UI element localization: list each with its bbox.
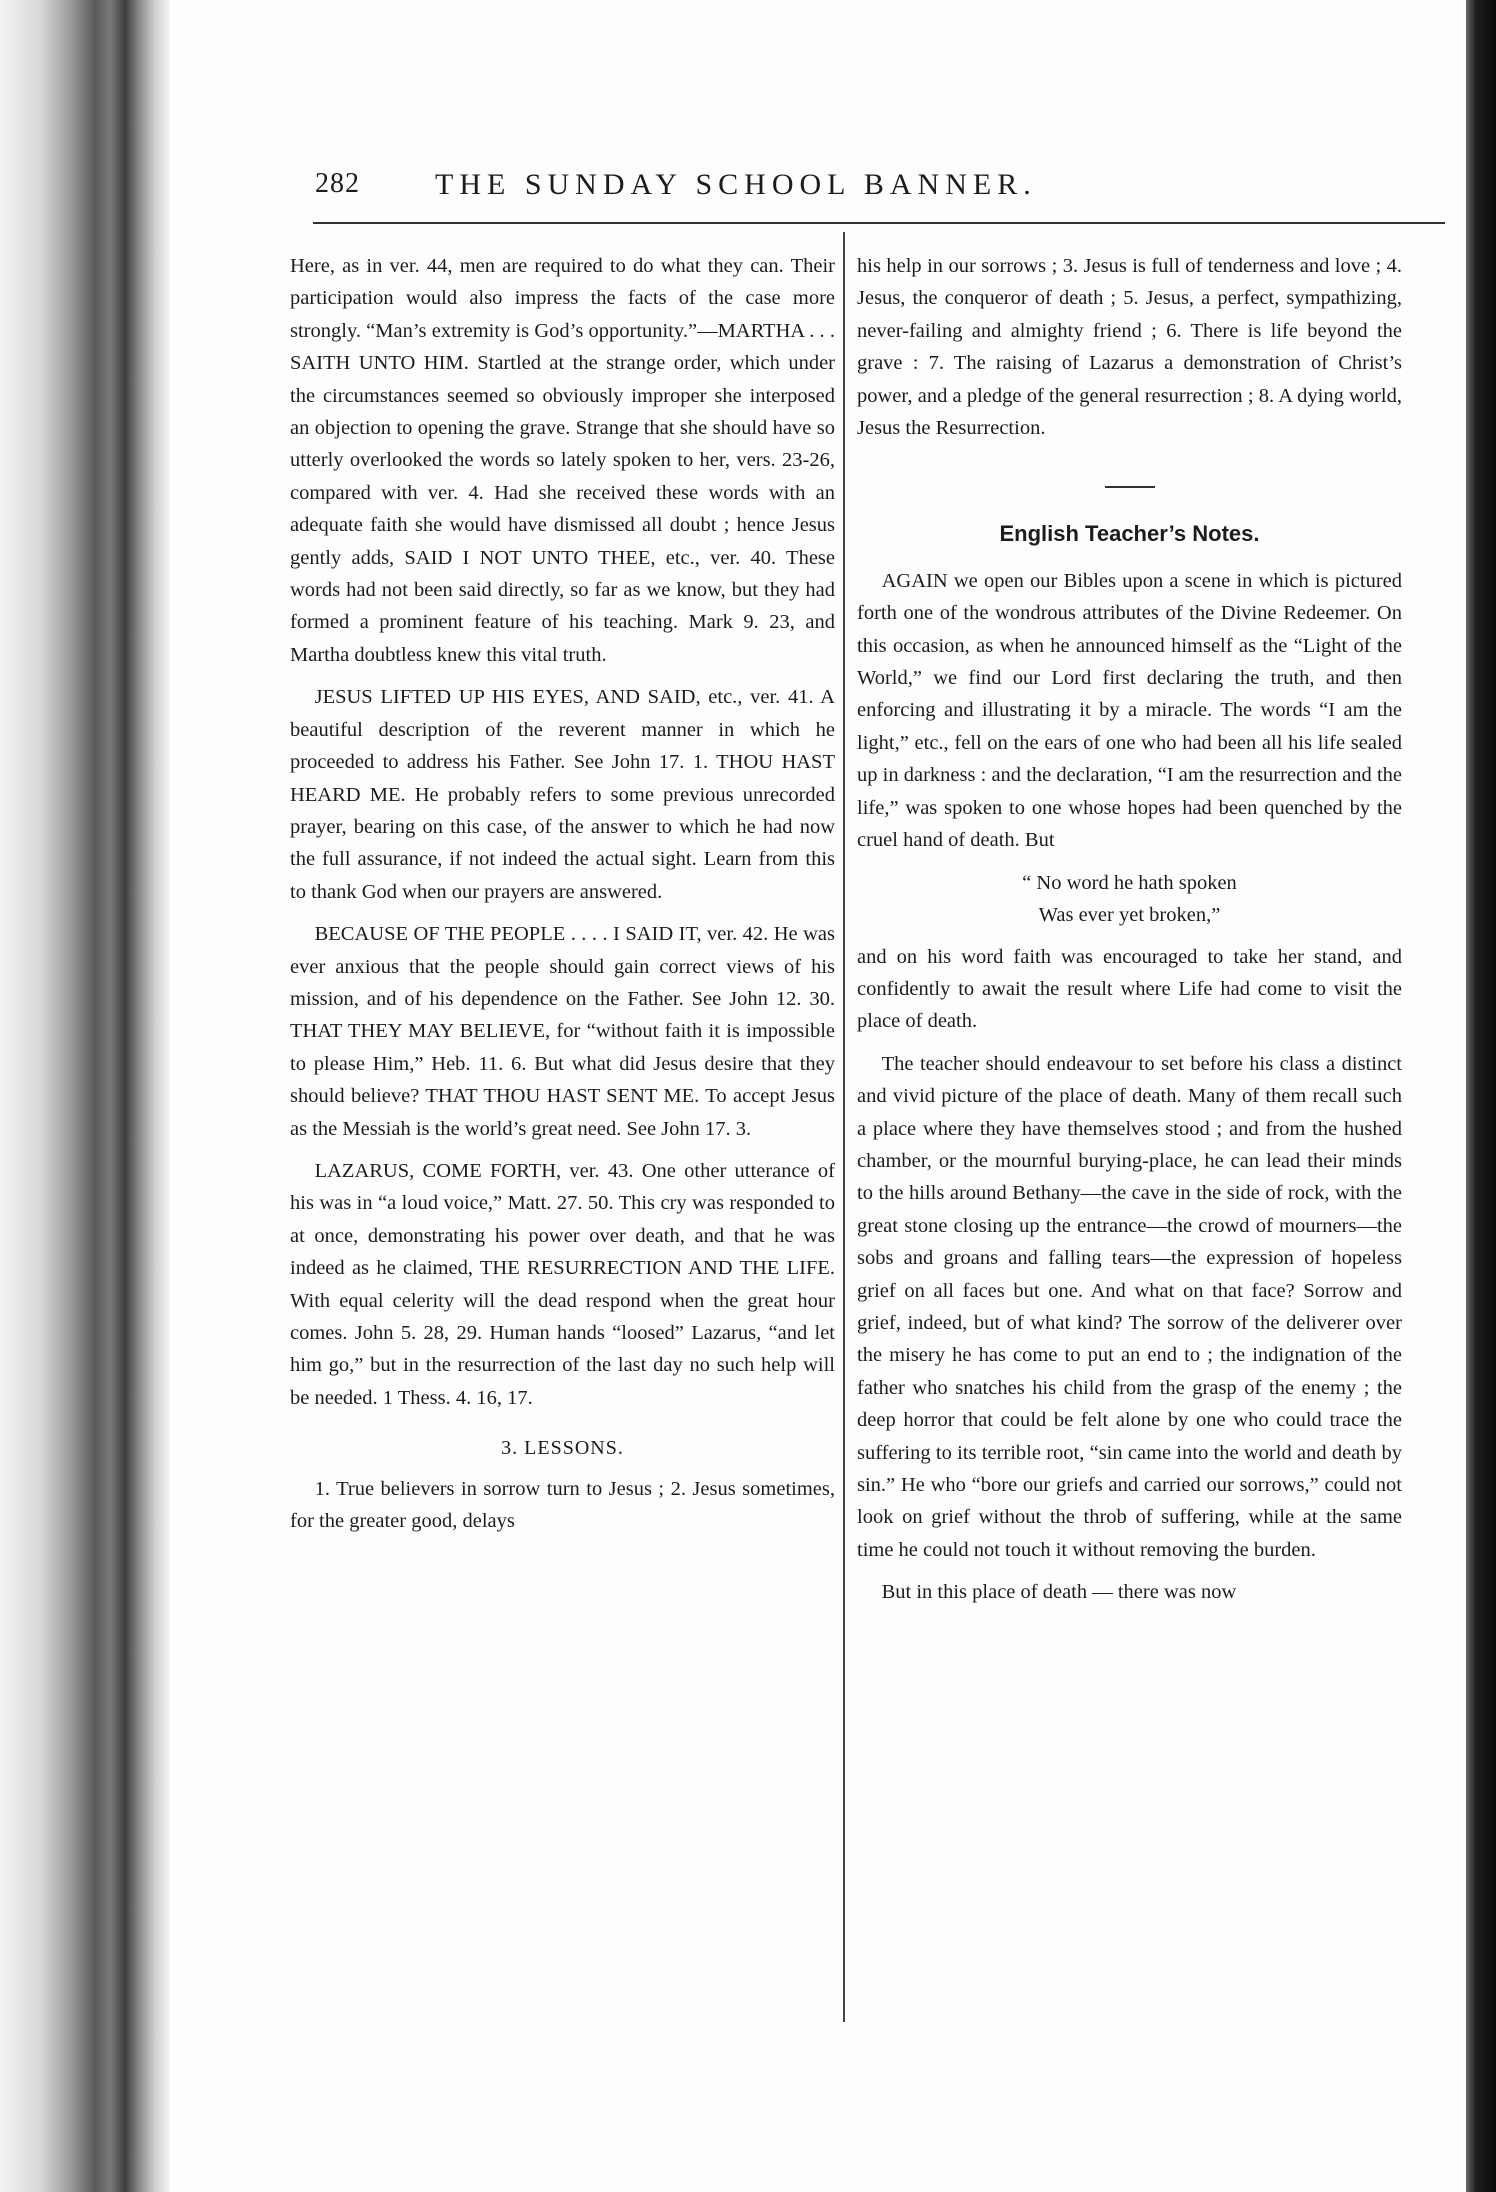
left-paragraph-4: LAZARUS, COME FORTH, ver. 43. One other utterance of his was in “a loud voice,” Matt. 27. 50. This cry was responded to at once, demonstrating his power over death, and that he was indeed as he claimed, THE RESURRECTION AND THE LIFE. With equal celerity will the dead respond when the great hour comes. John 5. 28, 29. Human hands “loosed” Lazarus, “and let him go,” but in the resurrection of the last day no such help will be needed. 1 Thess. 4. 16, 17.: [290, 1159, 835, 1409]
right-column: [857, 250, 1402, 1619]
right-paragraph-3: The teacher should endeavour to set before his class a distinct and vivid picture of the place of death. Many of them recall such a place where they have themselves stood ; and from the hushed chamber, or the mournful burying-place, he can lead their minds to the hills around Bethany—the cave in the side of rock, with the great stone closing up the entrance—the crowd of mourners—the sobs and groans and falling tears—the expression of hopeless grief on all faces but one. And what on that face? Sorrow and grief, indeed, but of what kind? The sorrow of the deliverer over the misery he has come to put an end to ; the indignation of the father who snatches his child from the grasp of the enemy ; the deep horror that could be felt alone by one who could trace the suffering to its terrible root, “sin came into the world and death by sin.” He who “bore our griefs and carried our sorrows,” could not look on grief without the throb of suffering, while at the same time he could not touch it without removing the burden.: [857, 1052, 1402, 1561]
poem-line-2: Was ever yet broken,”: [1038, 903, 1221, 926]
right-paragraph-4: But in this place of death — there was now: [881, 1581, 1237, 1604]
book-page: [175, 0, 1460, 2192]
column-divider: [843, 232, 845, 2022]
book-binding-edge: [0, 0, 170, 2192]
running-title: THE SUNDAY SCHOOL BANNER.: [435, 168, 1037, 201]
notes-heading: English Teacher’s Notes.: [999, 521, 1260, 547]
lessons-heading: 3. LESSONS.: [501, 1437, 624, 1460]
page-header: [315, 168, 1425, 208]
right-paragraph-1: AGAIN we open our Bibles upon a scene in which is pictured forth one of the wondrous attributes of the Divine Redeemer. On this occasion, as when he announced himself as the “Light of the World,” we find our Lord first declaring the truth, and then enforcing and illustrating it by a miracle. The words “I am the light,” etc., fell on the ears of one who had been all his life sealed up in darkness : and the declaration, “I am the resurrection and the life,” was spoken to one whose hopes had been quenched by the cruel hand of death. But: [857, 569, 1402, 852]
poem-quote: [857, 867, 1402, 931]
left-column: [290, 250, 835, 1547]
left-paragraph-1: Here, as in ver. 44, men are required to do what they can. Their participation would also impress the facts of the case more strongly. “Man’s extremity is God’s opportunity.”—MARTHA . . . SAITH UNTO HIM. Startled at the strange order, which under the circumstances seemed so obviously improper she interposed an objection to opening the grave. Strange that she should have so utterly overlooked the words so lately spoken to her, vers. 23-26, compared with ver. 4. Had she received these words with an adequate faith she would have dismissed all doubt ; hence Jesus gently adds, SAID I NOT UNTO THEE, etc., ver. 40. These words had not been said directly, so far as we know, but they had formed a prominent feature of his teaching. Mark 9. 23, and Martha doubtless knew this vital truth.: [290, 255, 835, 666]
left-paragraph-3: BECAUSE OF THE PEOPLE . . . . I SAID IT, ver. 42. He was ever anxious that the people should gain correct views of his mission, and of his dependence on the Father. See John 12. 30. THAT THEY MAY BELIEVE, for “without faith it is impossible to please Him,” Heb. 11. 6. But what did Jesus desire that they should believe? THAT THOU HAST SENT ME. To accept Jesus as the Messiah is the world’s great need. See John 17. 3.: [290, 923, 835, 1140]
header-rule: [313, 222, 1445, 224]
lessons-continued: his help in our sorrows ; 3. Jesus is full of tenderness and love ; 4. Jesus, the conqueror of death ; 5. Jesus, a perfect, sympathizing, never-failing and almighty friend ; 6. There is life beyond the grave : 7. The raising of Lazarus a demonstration of Christ’s power, and a pledge of the general resurrection ; 8. A dying world, Jesus the Resurrection.: [857, 255, 1402, 440]
page-right-edge: [1466, 0, 1496, 2192]
lessons-start: 1. True believers in sorrow turn to Jesus ; 2. Jesus sometimes, for the greater good, delays: [290, 1477, 835, 1533]
right-paragraph-2: and on his word faith was encouraged to take her stand, and confidently to await the result where Life had come to visit the place of death.: [857, 945, 1402, 1033]
page-number: 282: [315, 168, 360, 199]
poem-line-1: “ No word he hath spoken: [1022, 871, 1237, 894]
left-paragraph-2: JESUS LIFTED UP HIS EYES, AND SAID, etc., ver. 41. A beautiful description of the reverent manner in which he proceeded to address his Father. See John 17. 1. THOU HAST HEARD ME. He probably refers to some previous unrecorded prayer, bearing on this case, of the answer to which he had now the full assurance, if not indeed the actual sight. Learn from this to thank God when our prayers are answered.: [290, 686, 835, 903]
section-rule: [1105, 486, 1155, 488]
